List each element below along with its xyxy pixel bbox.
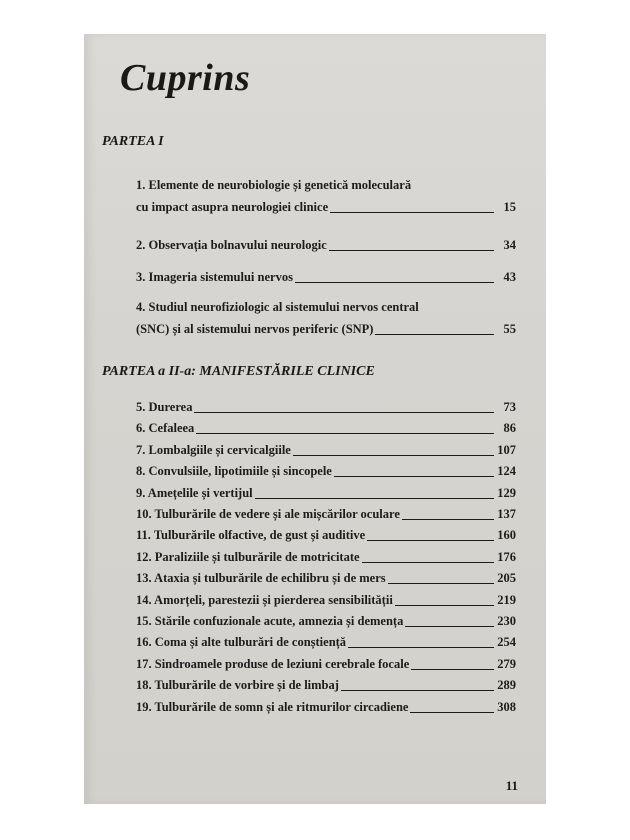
leader-line: [293, 455, 494, 456]
toc-entry-title: cu impact asupra neurologiei clinice: [136, 200, 329, 214]
toc-entry-title: 9. Amețelile și vertijul: [136, 485, 253, 500]
toc-entry-page: 15: [503, 200, 516, 214]
leader-line: [388, 583, 494, 584]
toc-entry-page: 129: [497, 485, 516, 500]
page-title: Cuprins: [120, 57, 251, 99]
leader-line: [348, 647, 494, 648]
toc-entry: [136, 631, 516, 653]
toc-entry-title: 10. Tulburările de vedere și ale mișcărilor oculare: [136, 507, 400, 521]
toc-entry-title: 15. Stările confuzionale acute, amnezia și demența: [136, 614, 404, 628]
toc-entry-page: 55: [503, 322, 516, 336]
toc-entry: [136, 567, 516, 589]
leader-line: [395, 605, 494, 606]
toc-entry-title: 11. Tulburările olfactive, de gust și auditive: [136, 528, 366, 543]
leader-line: [402, 519, 494, 520]
toc-entry-page: 124: [497, 464, 516, 479]
toc-entry: [136, 503, 516, 525]
toc-entry: [136, 460, 516, 482]
toc-entry-page: 160: [497, 528, 516, 543]
toc-entry-title: 19. Tulburările de somn și ale ritmurilor circadiene: [136, 699, 409, 714]
toc-entry-title: 3. Imageria sistemului nervos: [136, 270, 293, 284]
toc-entry-page: 34: [503, 238, 516, 252]
toc-entry-title: 4. Studiul neurofiziologic al sistemului nervos central: [136, 300, 419, 314]
toc-entry: [136, 589, 516, 611]
toc-entry: [136, 546, 516, 568]
toc-entry-page: 176: [497, 549, 516, 564]
toc-entry-title: 12. Paraliziile și tulburările de motricitate: [136, 549, 360, 564]
toc-entry: [136, 696, 516, 718]
page-number: 11: [505, 778, 518, 793]
leader-line: [375, 334, 494, 335]
toc-entry-page: 289: [497, 678, 516, 693]
toc-entry-page: 254: [497, 635, 516, 650]
leader-line: [255, 498, 494, 499]
toc-entry-page: 107: [497, 442, 516, 457]
part-heading: PARTEA I: [102, 134, 164, 149]
leader-line: [196, 433, 494, 434]
toc-entry: [136, 296, 516, 340]
toc-entry: [136, 266, 516, 288]
leader-line: [194, 412, 494, 413]
toc-entry-page: 230: [497, 614, 516, 628]
leader-line: [341, 690, 494, 691]
toc-entry-title: 8. Convulsiile, lipotimiile și sincopele: [136, 464, 332, 479]
toc-entry-title: 17. Sindroamele produse de leziuni cerebrale focale: [136, 656, 410, 671]
toc-entry-title: 1. Elemente de neurobiologie și genetică moleculară: [136, 178, 412, 192]
toc-entry-page: 86: [503, 421, 516, 436]
toc-entry-page: 205: [497, 571, 516, 586]
toc-entry-title: 14. Amorțeli, parestezii și pierderea sensibilității: [136, 592, 393, 607]
leader-line: [329, 250, 494, 251]
leader-line: [362, 562, 494, 563]
leader-line: [367, 540, 494, 541]
toc-entry-title: 6. Cefaleea: [136, 421, 195, 436]
toc-entry: [136, 234, 516, 256]
leader-line: [411, 669, 494, 670]
toc-entry-title: 16. Coma și alte tulburări de conștiență: [136, 635, 347, 650]
leader-line: [405, 626, 494, 627]
toc-entry: [136, 439, 516, 461]
toc-entry-title: 7. Lombalgiile și cervicalgiile: [136, 442, 291, 457]
toc-entry: [136, 653, 516, 675]
toc-entry-title: 5. Durerea: [136, 400, 193, 414]
toc-entry: [136, 610, 516, 632]
toc-entry-title: 2. Observația bolnavului neurologic: [136, 238, 327, 252]
leader-line: [330, 212, 494, 213]
toc-entry: [136, 174, 516, 218]
leader-line: [334, 476, 494, 477]
toc-entry-title: 13. Ataxia și tulburările de echilibru și de mers: [136, 571, 386, 586]
toc-entry: [136, 417, 516, 439]
toc-entry: [136, 396, 516, 418]
toc-entry: [136, 524, 516, 546]
toc-entry: [136, 674, 516, 696]
toc-entry-page: 308: [497, 699, 516, 714]
toc-entry-page: 43: [503, 270, 516, 284]
toc-entry-page: 73: [503, 400, 516, 414]
part-heading: PARTEA a II-a: MANIFESTĂRILE CLINICE: [102, 364, 375, 379]
book-page: [84, 34, 546, 804]
leader-line: [410, 712, 494, 713]
toc-entry-page: 279: [497, 656, 516, 671]
toc-entry-page: 137: [497, 507, 516, 521]
leader-line: [295, 282, 494, 283]
toc-entry-page: 219: [497, 592, 516, 607]
toc-entry-title: (SNC) și al sistemului nervos periferic (SNP): [136, 322, 374, 336]
toc-entry: [136, 482, 516, 504]
toc-entry-title: 18. Tulburările de vorbire și de limbaj: [136, 678, 339, 693]
